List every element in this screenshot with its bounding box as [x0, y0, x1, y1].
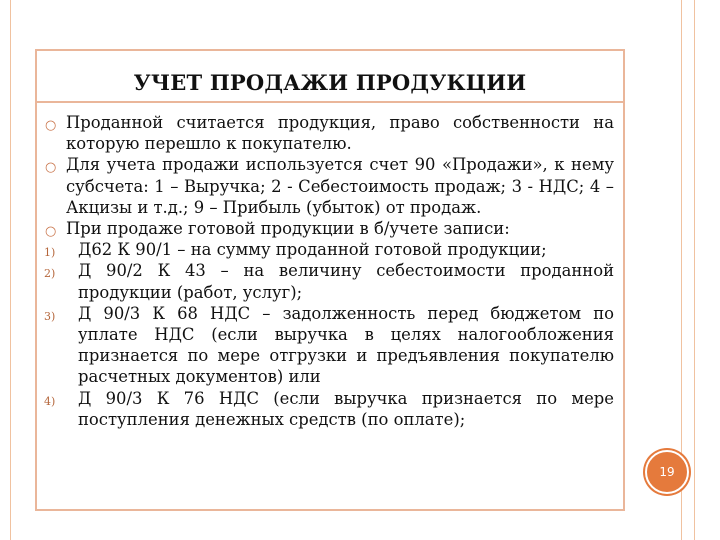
numbered-item	[44, 239, 614, 260]
hollow-circle-bullet-icon: ○	[45, 118, 57, 133]
decorative-right-line-2	[694, 0, 695, 540]
numbered-item	[44, 303, 614, 388]
list-item	[44, 218, 614, 239]
item-number: 2)	[44, 267, 56, 281]
decorative-left-line	[10, 0, 11, 540]
list-item	[44, 154, 614, 218]
list-item-text: Проданной считается продукция, право собственности на которую перешло к покупателю.	[66, 113, 614, 154]
page-number-badge: 19	[645, 450, 689, 494]
list-item-text: Д62 К 90/1 – на сумму проданной готовой продукции;	[78, 240, 547, 260]
list-item-text: Д 90/2 К 43 – на величину себестоимости проданной продукции (работ, услуг);	[78, 261, 614, 302]
slide-title: УЧЕТ ПРОДАЖИ ПРОДУКЦИИ	[133, 70, 527, 95]
list-item-text: Д 90/3 К 76 НДС (если выручка признается по мере поступления денежных средств (по оплате);	[78, 388, 614, 429]
item-number: 3)	[44, 309, 56, 323]
content-list	[44, 112, 614, 430]
numbered-item	[44, 260, 614, 302]
list-item-text: Д 90/3 К 68 НДС – задолженность перед бюджетом по уплате НДС (если выручка в целях налогообложения признается по мере отгрузки и предъявления покупателю расчетных документов) или	[78, 303, 614, 387]
item-number: 1)	[44, 246, 56, 260]
item-number: 4)	[44, 394, 56, 408]
list-item	[44, 112, 614, 154]
numbered-item	[44, 388, 614, 430]
hollow-circle-bullet-icon: ○	[45, 160, 57, 176]
hollow-circle-bullet-icon: ○	[45, 224, 57, 240]
list-item-text: При продаже готовой продукции в б/учете записи:	[66, 219, 510, 239]
list-item-text: Для учета продажи используется счет 90 «Продажи», к нему субсчета: 1 – Выручка; 2 - Себестоимость продаж; 3 - НДС; 4 – Акцизы и т.д.; 9 – Прибыль (убыток) от продаж.	[66, 155, 614, 217]
